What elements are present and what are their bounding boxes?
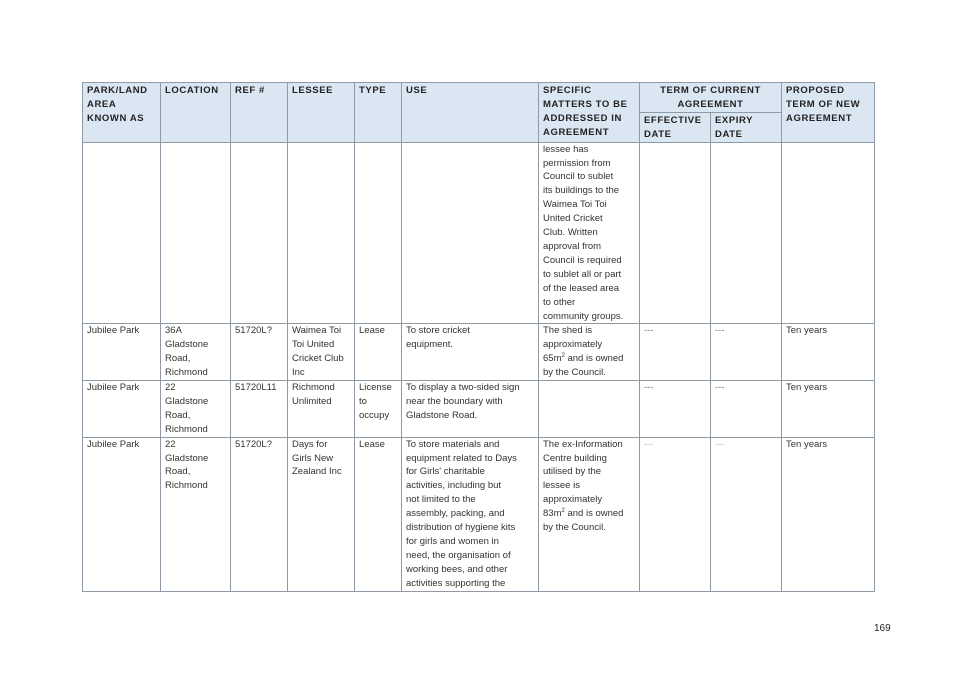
header-expiry-date: EXPIRY DATE (711, 112, 782, 142)
row-3-lessee: Days for Girls New Zealand Inc (292, 438, 342, 478)
row-2-ref: 51720L11 (235, 382, 277, 394)
row-2-location: 22 Gladstone Road, Richmond (165, 382, 209, 435)
row-2-expiry: --- (715, 382, 725, 394)
row-3-type: Lease (359, 438, 385, 450)
row-2-effective: --- (644, 382, 654, 394)
row-1-type: Lease (359, 325, 385, 337)
row-1-ref: 51720L? (235, 325, 272, 337)
header-lessee: LESSEE (288, 83, 355, 143)
row-1-location: 36A Gladstone Road, Richmond (165, 325, 209, 379)
row-1-effective: --- (644, 325, 654, 337)
row-2-park: Jubilee Park (87, 382, 140, 394)
row-1-specific-matters: The shed is approximately $65m^2$ and is owned by the Council. (543, 325, 624, 379)
row-2-proposed: Ten years (786, 382, 828, 394)
table-row (83, 381, 875, 438)
row-3-proposed: Ten years (786, 438, 828, 450)
row-3-expiry: --- (715, 438, 725, 450)
table-row (83, 437, 875, 591)
row-3-ref: 51720L? (235, 438, 272, 450)
row-2-type: License to occupy (359, 382, 392, 421)
header-type: TYPE (355, 83, 402, 143)
row-3-effective: --- (644, 438, 654, 450)
header-specific-matters: SPECIFIC MATTERS TO BE ADDRESSED IN AGREEMENT (539, 83, 640, 143)
header-term-current: TERM OF CURRENT AGREEMENT (640, 83, 782, 113)
header-effective-date: EFFECTIVE DATE (640, 112, 711, 142)
row-2-use: To display a two-sided sign near the boundary with Gladstone Road. (406, 382, 520, 421)
row-1-use: To store cricket equipment. (406, 325, 470, 351)
row-1-proposed: Ten years (786, 325, 828, 337)
header-location: LOCATION (161, 83, 231, 143)
header-proposed-term: PROPOSED TERM OF NEW AGREEMENT (782, 83, 875, 143)
row-3-location: 22 Gladstone Road, Richmond (165, 438, 209, 492)
row-3-use: To store materials and equipment related to Days for Girls' charitable activities, including but not limited to the assembly, packing, and distribution of hygiene kits for girls and women in need, the organisation of working bees, and other activities supporting the (406, 438, 517, 589)
table-row-continuation (83, 142, 875, 324)
page-number: 169 (874, 623, 891, 634)
table-row (83, 324, 875, 381)
row-1-expiry: --- (715, 325, 725, 337)
header-park: PARK/LAND AREA KNOWN AS (83, 83, 161, 143)
continuation-specific-matters: lessee has permission from Council to sublet its buildings to the Waimea Toi Toi United Cricket Club. Written approval from Council is required to sublet all or part of the leased area to other community groups. (543, 143, 624, 322)
lease-table (82, 82, 875, 592)
row-1-lessee: Waimea Toi Toi United Cricket Club Inc (292, 325, 344, 379)
header-ref: REF # (231, 83, 288, 143)
row-1-park: Jubilee Park (87, 325, 140, 337)
row-2-lessee: Richmond Unlimited (292, 382, 335, 407)
row-3-specific-matters: The ex-Information Centre building utilised by the lessee is approximately $83m^2$ and is owned by the Council. (543, 438, 624, 534)
header-use: USE (402, 83, 539, 143)
row-3-park: Jubilee Park (87, 438, 140, 450)
